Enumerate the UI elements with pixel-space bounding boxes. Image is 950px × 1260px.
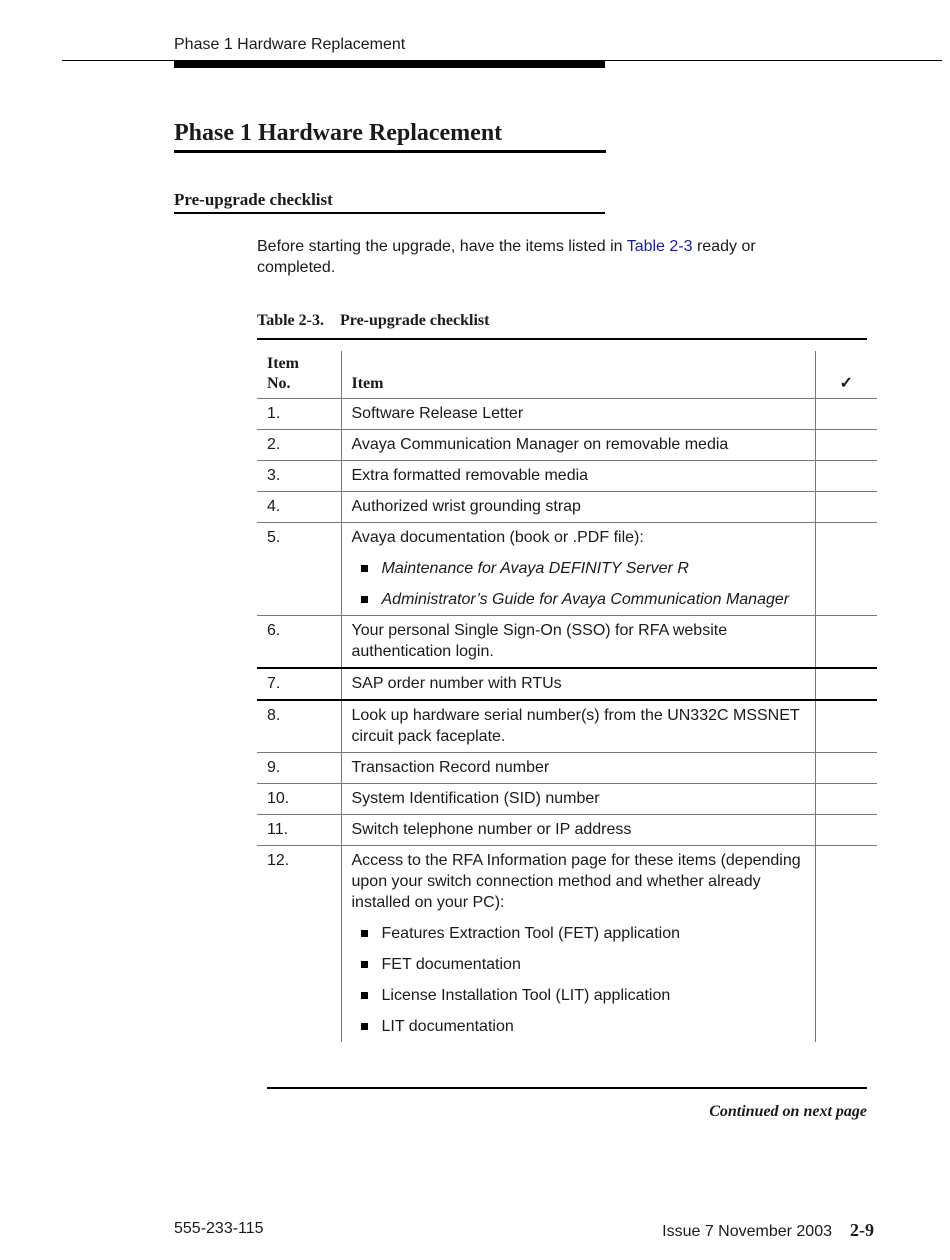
table-row [257,846,877,1043]
intro-text-before: Before starting the upgrade, have the items listed in [257,238,627,255]
checklist-table [257,351,877,1042]
row-check-box [815,399,877,430]
table-row [257,461,877,492]
row-check-box [815,492,877,523]
table-end-rule [267,1087,867,1089]
section-title: Pre-upgrade checklist [174,190,605,214]
bullet-list [352,923,805,1037]
table-row [257,700,877,753]
row-item-text: Access to the RFA Information page for these items (depending upon your switch connection method and whether already installed on your PC): [351,852,801,911]
table-row [257,616,877,669]
row-number: 10. [257,784,341,815]
row-item [341,523,815,616]
row-check-box [815,846,877,1043]
header-item: Item [341,351,815,399]
table-row [257,399,877,430]
row-item: Your personal Single Sign-On (SSO) for RFA website authentication login. [341,616,815,669]
row-check-box [815,815,877,846]
row-number: 5. [257,523,341,616]
row-item: Switch telephone number or IP address [341,815,815,846]
row-check-box [815,700,877,753]
header-item-no: Item No. [257,351,341,399]
row-item: Authorized wrist grounding strap [341,492,815,523]
row-check-box [815,784,877,815]
row-item: Look up hardware serial number(s) from the UN332C MSSNET circuit pack faceplate. [341,700,815,753]
table-caption [257,312,867,340]
chapter-title: Phase 1 Hardware Replacement [174,120,606,153]
issue-date: Issue 7 November 2003 [662,1223,832,1240]
table-header-row [257,351,877,399]
table-row [257,753,877,784]
bullet-item: LIT documentation [352,1016,805,1037]
table-row [257,492,877,523]
row-item: SAP order number with RTUs [341,668,815,700]
row-check-box [815,430,877,461]
table-caption-number: Table 2-3. [257,312,324,329]
row-number: 9. [257,753,341,784]
bullet-list [352,558,805,610]
doc-number: 555-233-115 [174,1220,264,1237]
row-number: 8. [257,700,341,753]
intro-paragraph [257,236,827,278]
row-item: Software Release Letter [341,399,815,430]
row-check-box [815,616,877,669]
table-row [257,668,877,700]
row-number: 2. [257,430,341,461]
row-item-text: Avaya documentation (book or .PDF file): [351,529,644,546]
table-row [257,523,877,616]
row-item: Extra formatted removable media [341,461,815,492]
page-number: 2-9 [850,1220,874,1240]
check-mark-icon: ✓ [815,351,877,399]
row-check-box [815,668,877,700]
row-number: 12. [267,852,290,869]
row-number: 4. [257,492,341,523]
bullet-item: License Installation Tool (LIT) application [352,985,805,1006]
row-item: Transaction Record number [341,753,815,784]
table-link[interactable]: Table 2-3 [626,238,693,255]
table-row [257,430,877,461]
row-number: 1. [257,399,341,430]
row-number: 7. [257,668,341,700]
bullet-item: Maintenance for Avaya DEFINITY Server R [352,558,805,579]
row-item [341,846,815,1043]
running-header: Phase 1 Hardware Replacement [174,36,406,53]
row-check-box [815,523,877,616]
footer-issue [662,1220,874,1241]
bullet-item: FET documentation [352,954,805,975]
row-check-box [815,753,877,784]
intro-text-after: ready or completed. [257,238,756,276]
table-row [257,784,877,815]
bullet-item: Features Extraction Tool (FET) application [352,923,805,944]
row-item: Avaya Communication Manager on removable media [341,430,815,461]
row-number: 6. [257,616,341,669]
bullet-item: Administrator’s Guide for Avaya Communication Manager [352,589,805,610]
row-number: 3. [257,461,341,492]
row-number: 11. [257,815,341,846]
header-bar [174,61,605,68]
table-caption-title: Pre-upgrade checklist [339,312,490,329]
continued-note: Continued on next page [709,1103,867,1120]
table-row [257,815,877,846]
row-check-box [815,461,877,492]
row-item: System Identification (SID) number [341,784,815,815]
